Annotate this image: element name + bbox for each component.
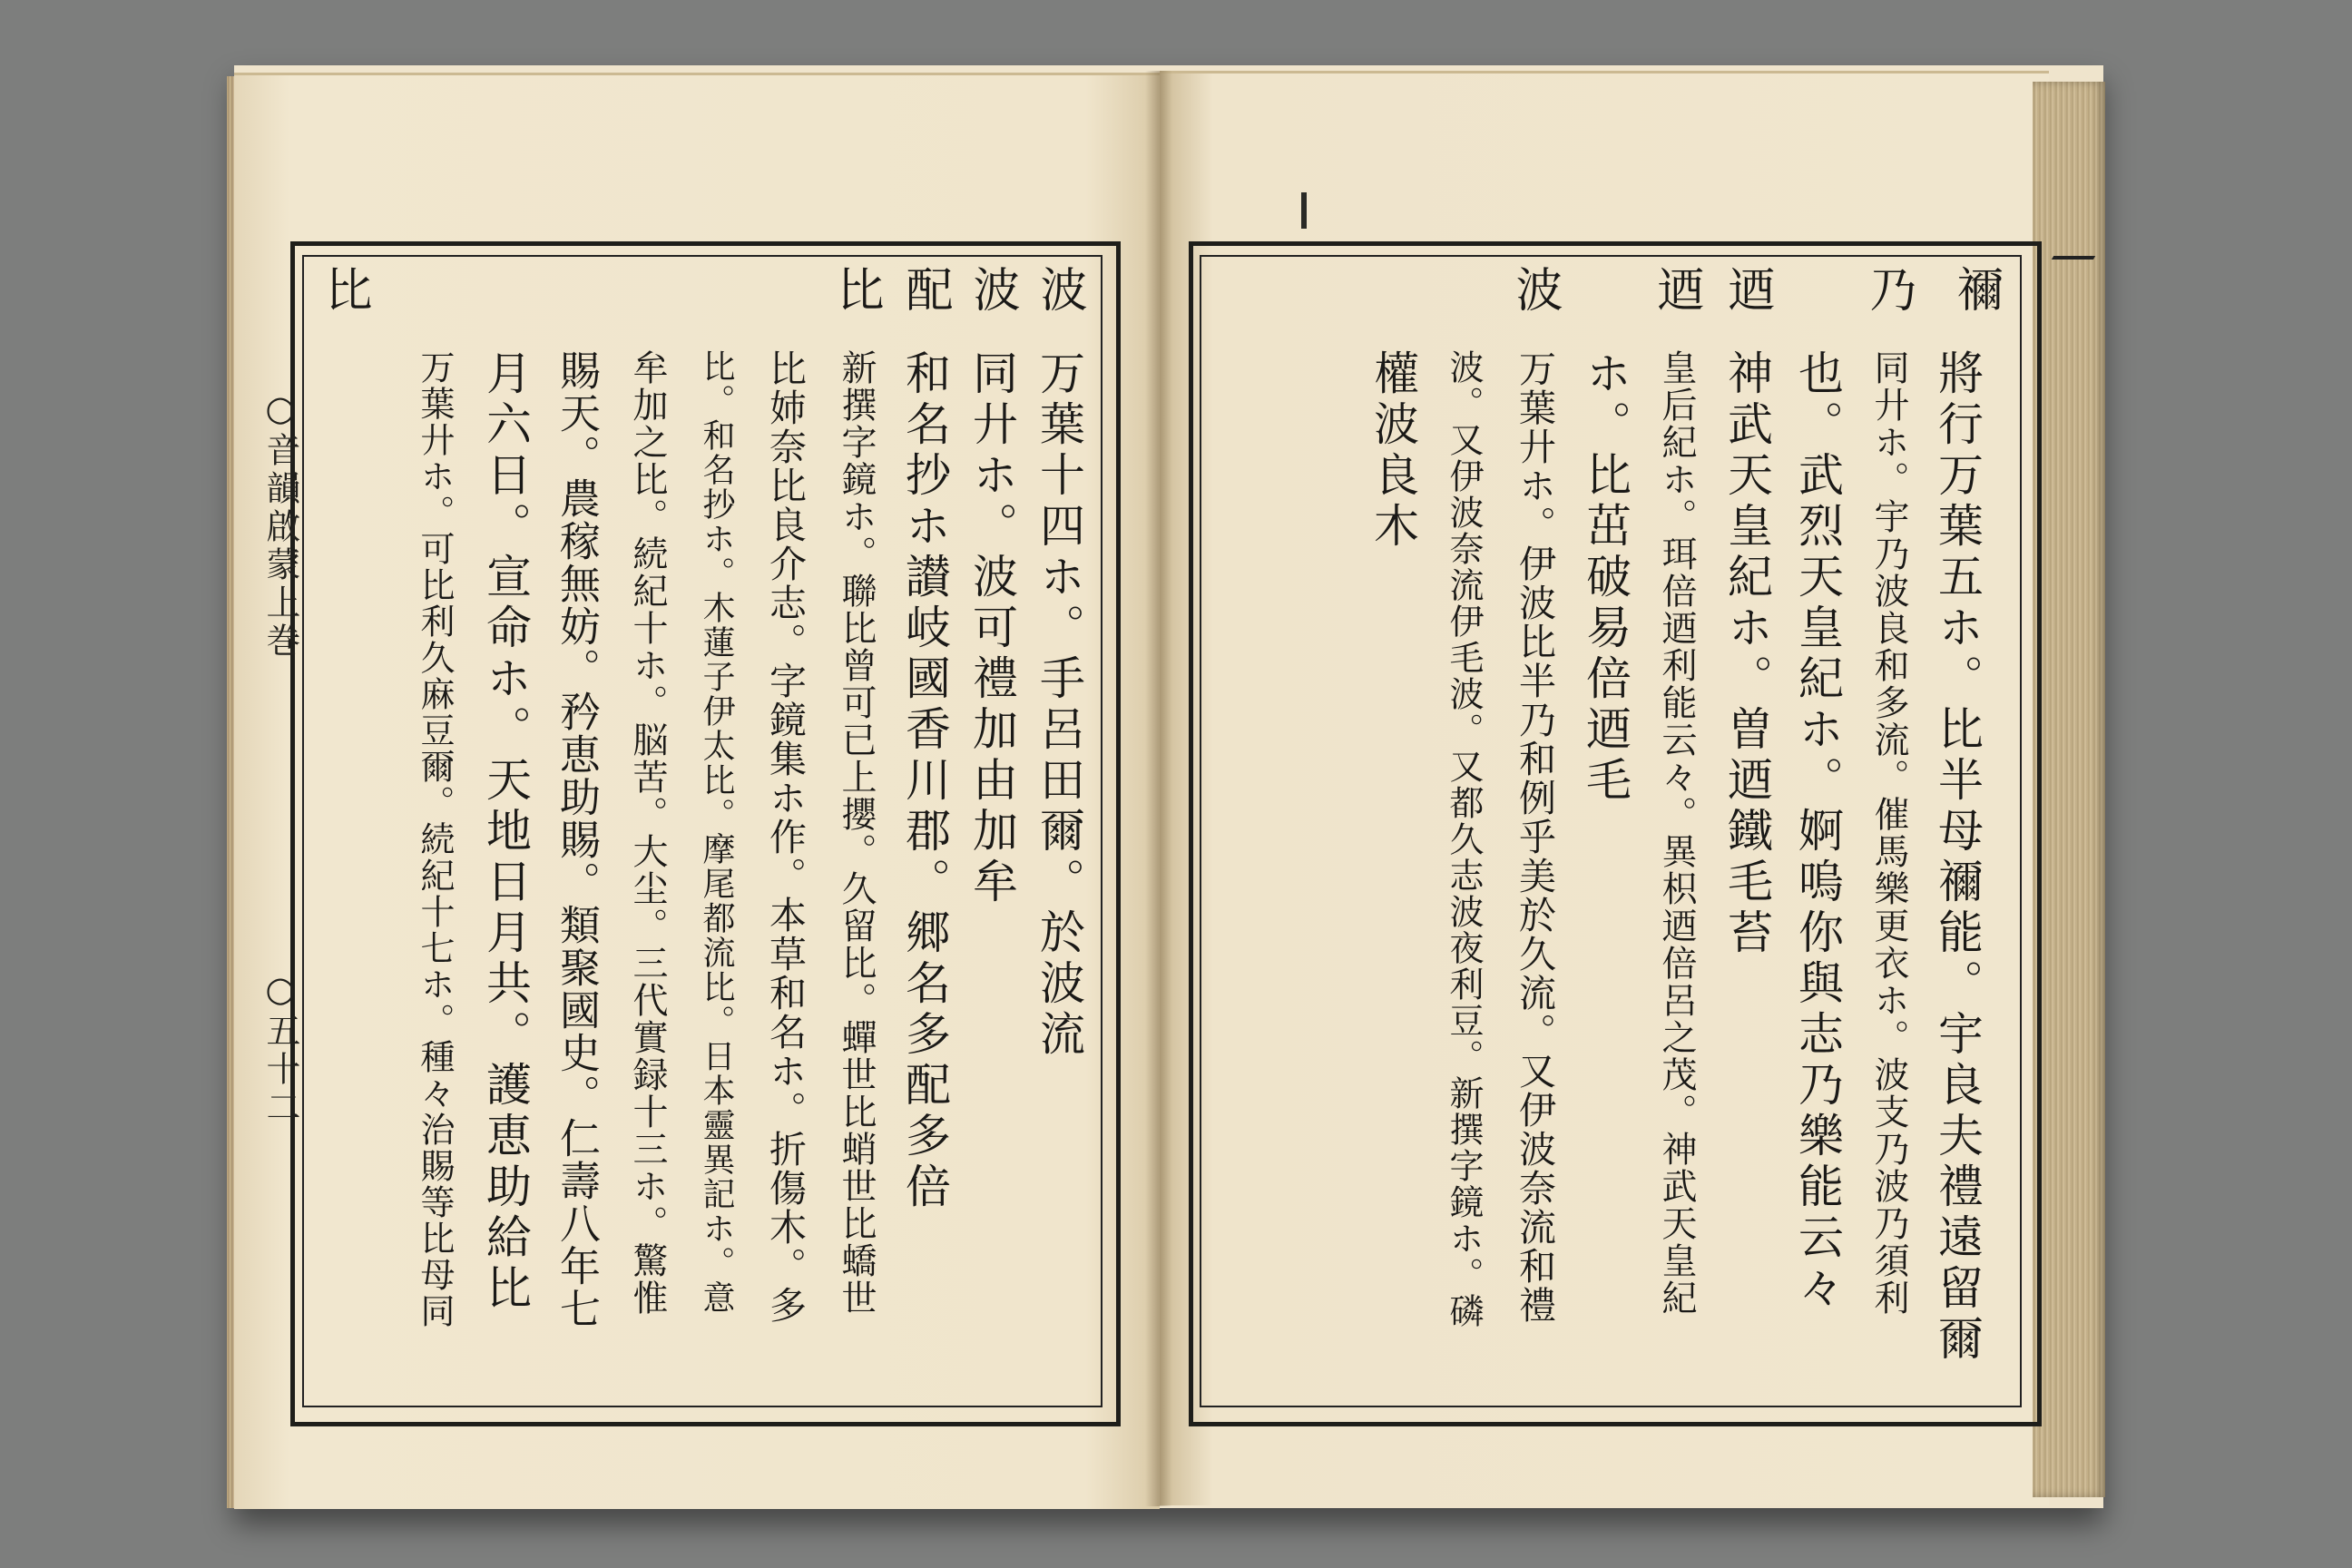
right-col-1-text: 同廾ホ。宇乃波良和多流。催馬樂更衣ホ。波支乃波乃須利: [1868, 349, 1909, 1317]
left-col-1-text: 同廾ホ。波可禮加由加牟: [965, 349, 1018, 908]
left-col-6-text: 牟加之比。続紀十ホ。脳苦。大尘。三代實録十三ホ。驚惟: [627, 349, 668, 1317]
left-col-3-text: 新撰字鏡ホ。聯比曾可已上攖。久留比。蟬世比蛸世比蟜世: [836, 349, 877, 1317]
right-col-0-text: 將行万葉五ホ。比半母禰能。宇良夫禮遠留爾: [1931, 349, 1984, 1366]
right-col-7-text: 波。又伊波奈流伊毛波。又都久志波夜利豆。新撰字鏡ホ。磷: [1444, 349, 1484, 1329]
right-col-5-text: ホ。比茁破易倍迺毛: [1579, 349, 1632, 807]
left-col-0-head: 波: [1032, 265, 1086, 318]
right-col-6-head: 波: [1507, 265, 1562, 318]
left-col-3-head: 比: [828, 265, 883, 318]
margin-title: ○音韻啟蒙上巻: [260, 388, 300, 661]
right-col-3-text: 神武天皇紀ホ。曽迺鐵毛苔: [1720, 349, 1773, 959]
left-col-0-text: 万葉十四ホ。手呂田爾。於波流: [1033, 349, 1085, 1061]
printer-mark: [1301, 192, 1307, 229]
left-col-2-text: 和名抄ホ讃岐國香川郡。郷名多配多倍: [898, 349, 951, 1213]
right-col-2-text: 也。武烈天皇紀ホ。婀嗚你與志乃樂能云々: [1791, 349, 1844, 1315]
left-col-5-text: 比。和名抄ホ。木蓮子伊太比。摩尾都流比。日本靈異記ホ。意: [698, 349, 735, 1315]
left-col-4-text: 比姉奈比良介志。字鏡集ホ作。本草和名ホ。折傷木。多: [763, 349, 807, 1325]
margin-page-number: ○五十二: [260, 969, 300, 1127]
left-col-10-head: 比: [317, 265, 371, 318]
right-col-6-text: 万葉廾ホ。伊波比半乃和例乎美於久流。又伊波奈流和禮: [1513, 349, 1556, 1325]
right-col-4-text: 皇后紀ホ。珥倍迺利能云々。異枳迺倍呂之茂。神武天皇紀: [1656, 349, 1697, 1317]
right-col-0-head: 禰: [1948, 265, 2003, 318]
book-gutter: [1145, 71, 1172, 1506]
right-col-1-head: 乃: [1861, 265, 1916, 318]
left-col-8-text: 月六日。宣命ホ。天地日月共。護恵助給比: [479, 349, 532, 1315]
left-col-1-head: 波: [965, 265, 1019, 318]
page-fore-edge: [2033, 82, 2105, 1497]
right-col-3-head: 迺: [1720, 265, 1774, 318]
left-col-2-head: 配: [897, 265, 952, 318]
left-col-7-text: 賜天。農稼無妨。矜恵助賜。類聚國史。仁壽八年七: [553, 349, 601, 1330]
right-col-4-head: 迺: [1649, 265, 1703, 318]
right-col-8-text: 權波良木: [1367, 349, 1419, 553]
left-col-9-text: 万葉廾ホ。可比利久麻豆爾。続紀十七ホ。種々治賜等比母同: [415, 349, 455, 1329]
